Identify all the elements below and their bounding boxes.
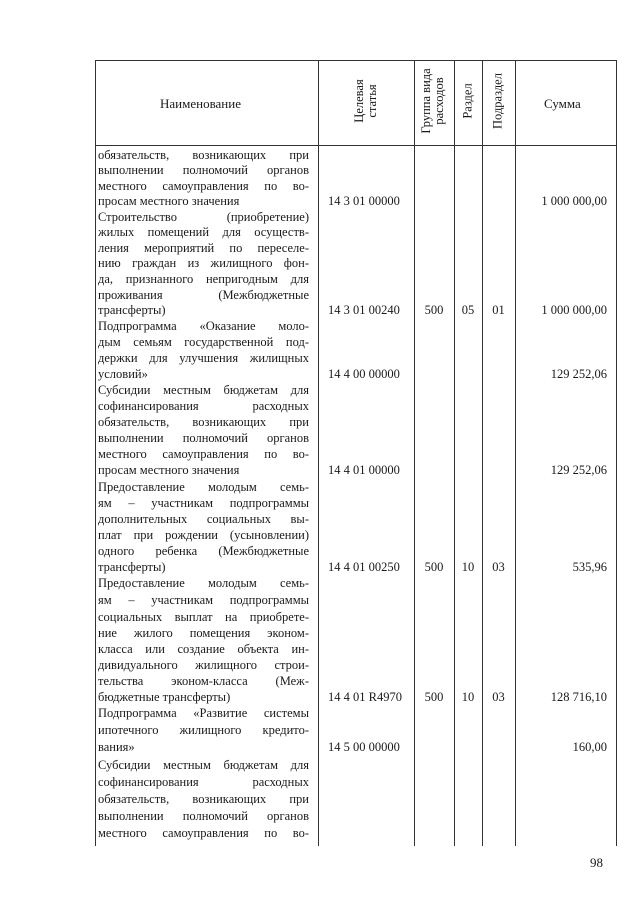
row-7-name-line-1: софинансирования расходных [98, 775, 309, 789]
row-2-name-line-2: держки для улучшения жилищных [98, 351, 309, 365]
row-7-name-line-0: Субсидии местным бюджетам для [98, 758, 309, 772]
row-0-name-line-0: обязательств, возникающих при [98, 148, 309, 162]
column-divider-target [318, 60, 319, 846]
row-5-name-line-3: ние жилого помещения эконом- [98, 626, 309, 640]
header-name: Наименование [160, 96, 241, 111]
row-7-name-line-3: выполнении полномочий органов [98, 809, 309, 823]
row-1-section: 05 [461, 303, 475, 317]
row-1-name-line-5: проживания (Межбюджетные [98, 288, 309, 302]
row-1-sum: 1 000 000,00 [541, 303, 607, 317]
row-0-name-line-2: местного самоуправления по во- [98, 179, 309, 193]
row-5-group: 500 [424, 690, 444, 704]
row-7-name-line-4: местного самоуправления по во- [98, 826, 309, 840]
row-6-name-line-1: ипотечного жилищного кредито- [98, 723, 309, 737]
row-3-name-line-2: обязательств, возникающих при [98, 415, 309, 429]
header-sum: Сумма [544, 96, 581, 111]
row-3-name-line-1: софинансирования расходных [98, 399, 309, 413]
row-4-name-line-3: плат при рождении (усыновлении) [98, 528, 309, 542]
row-2-name-line-1: дым семьям государственной под- [98, 335, 309, 349]
row-5-name-line-2: социальных выплат на приобрете- [98, 610, 309, 624]
row-5-name-line-6: тельства эконом-класса (Меж- [98, 674, 309, 688]
row-2-target: 14 4 00 00000 [328, 367, 400, 381]
row-2-name-line-0: Подпрограмма «Оказание моло- [98, 319, 309, 333]
row-4-name-line-1: ям – участникам подпрограммы [98, 496, 309, 510]
row-4-name-line-5: трансферты) [98, 560, 166, 574]
header-expense-group: Группа вида расходов [419, 68, 446, 134]
row-5-name-line-5: дивидуального жилищного строи- [98, 658, 309, 672]
header-subsection: Подраздел [490, 73, 505, 129]
row-1-name-line-4: да, признанного непригодным для [98, 272, 309, 286]
row-4-group: 500 [424, 560, 444, 574]
table-border-left [95, 60, 96, 846]
row-3-target: 14 4 01 00000 [328, 463, 400, 477]
row-7-name-line-2: обязательств, возникающих при [98, 792, 309, 806]
row-1-name-line-0: Строительство (приобретение) [98, 210, 309, 224]
row-5-sum: 128 716,10 [550, 690, 607, 704]
row-3-sum: 129 252,06 [550, 463, 607, 477]
column-divider-section [454, 60, 455, 846]
row-1-name-line-2: ления мероприятий по переселе- [98, 241, 309, 255]
row-3-name-line-0: Субсидии местным бюджетам для [98, 383, 309, 397]
header-target-article: Целевая статья [352, 79, 379, 123]
row-2-name-line-3: условий» [98, 367, 148, 381]
row-4-name-line-0: Предоставление молодым семь- [98, 480, 309, 494]
column-divider-subsection [482, 60, 483, 846]
row-5-name-line-0: Предоставление молодым семь- [98, 576, 309, 590]
table-border-right [616, 60, 617, 846]
row-0-name-line-3: просам местного значения [98, 194, 240, 208]
table-border-top [95, 60, 617, 61]
row-4-target: 14 4 01 00250 [328, 560, 400, 574]
row-1-target: 14 3 01 00240 [328, 303, 400, 317]
row-0-sum: 1 000 000,00 [541, 194, 607, 208]
row-4-sum: 535,96 [572, 560, 607, 574]
row-2-sum: 129 252,06 [550, 367, 607, 381]
column-divider-sum [515, 60, 516, 846]
row-4-section: 10 [461, 560, 475, 574]
row-1-name-line-3: нию граждан из жилищного фон- [98, 256, 309, 270]
row-6-name-line-2: вания» [98, 740, 135, 754]
row-6-target: 14 5 00 00000 [328, 740, 400, 754]
row-1-group: 500 [424, 303, 444, 317]
row-1-name-line-6: трансферты) [98, 303, 166, 317]
row-1-subsection: 01 [492, 303, 505, 317]
row-0-target: 14 3 01 00000 [328, 194, 400, 208]
row-6-name-line-0: Подпрограмма «Развитие системы [98, 706, 309, 720]
row-1-name-line-1: жилых помещений для осуществ- [98, 225, 309, 239]
row-5-target: 14 4 01 R4970 [328, 690, 402, 704]
row-5-name-line-1: ям – участникам подпрограммы [98, 593, 309, 607]
row-4-name-line-2: дополнительных социальных вы- [98, 512, 309, 526]
row-3-name-line-3: выполнении полномочий органов [98, 431, 309, 445]
row-3-name-line-5: просам местного значения [98, 463, 240, 477]
row-5-name-line-4: класса или создание объекта ин- [98, 642, 309, 656]
header-section: Раздел [460, 83, 475, 119]
row-3-name-line-4: местного самоуправления по во- [98, 447, 309, 461]
row-5-subsection: 03 [492, 690, 505, 704]
row-5-section: 10 [461, 690, 475, 704]
column-divider-group [414, 60, 415, 846]
row-6-sum: 160,00 [572, 740, 607, 754]
row-5-name-line-7: бюджетные трансферты) [98, 690, 231, 704]
row-0-name-line-1: выполнении полномочий органов [98, 163, 309, 177]
row-4-subsection: 03 [492, 560, 505, 574]
page-number: 98 [590, 855, 603, 870]
header-bottom-border [95, 145, 617, 146]
row-4-name-line-4: одного ребенка (Межбюджетные [98, 544, 309, 558]
